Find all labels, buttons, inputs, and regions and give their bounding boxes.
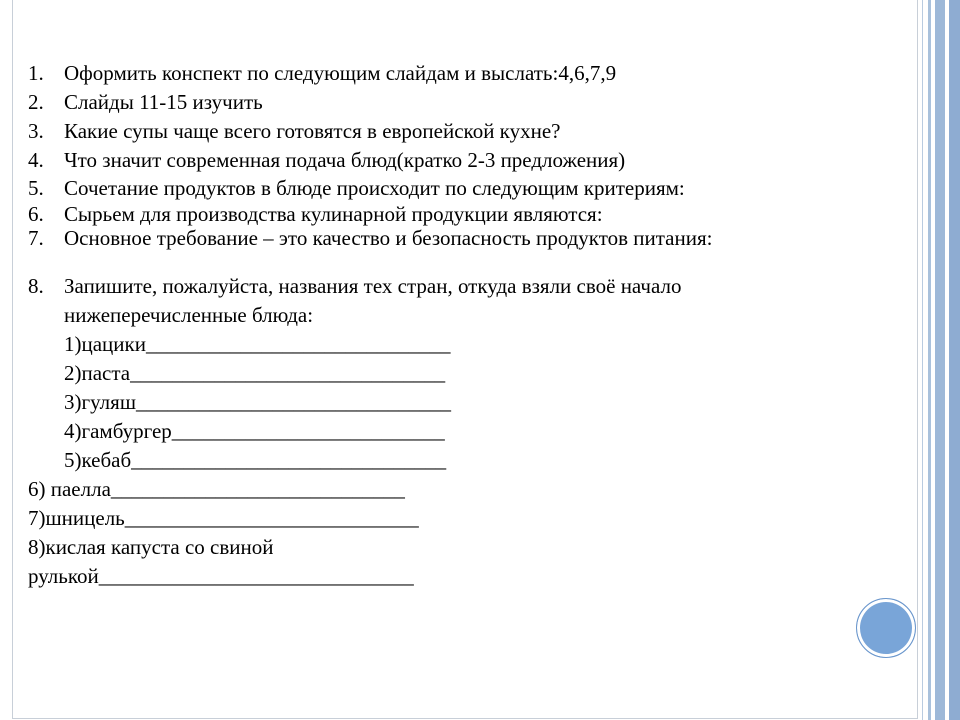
dish-line: 6) паелла____________________________ bbox=[28, 477, 405, 501]
list-item bbox=[28, 175, 748, 201]
list-item bbox=[28, 272, 748, 330]
list-item bbox=[28, 226, 748, 250]
item-text: Оформить конспект по следующим слайдам и выслать:4,6,7,9 bbox=[64, 61, 617, 85]
dish-line: рулькой______________________________ bbox=[28, 564, 414, 588]
list-item bbox=[28, 88, 748, 117]
item-number: 1. bbox=[28, 61, 44, 85]
decorative-stripes bbox=[918, 0, 960, 720]
item-text: Запишите, пожалуйста, названия тех стран, откуда взяли своё начало нижеперечисленные блюда: bbox=[64, 274, 682, 327]
dish-line: 8)кислая капуста со свиной bbox=[28, 535, 274, 559]
list-item bbox=[28, 146, 748, 175]
dish-line: 2)паста______________________________ bbox=[64, 361, 446, 385]
item-number: 2. bbox=[28, 90, 44, 114]
item-text: Сочетание продуктов в блюде происходит по следующим критериям: bbox=[64, 176, 685, 200]
dish-line: 3)гуляш______________________________ bbox=[64, 390, 451, 414]
list-item bbox=[28, 117, 748, 146]
dish-line: 4)гамбургер__________________________ bbox=[64, 419, 445, 443]
task-list bbox=[28, 59, 748, 591]
dish-line: 5)кебаб______________________________ bbox=[64, 448, 447, 472]
item-text: Что значит современная подача блюд(кратко 2-3 предложения) bbox=[64, 148, 626, 172]
item-number: 3. bbox=[28, 119, 44, 143]
list-item bbox=[28, 202, 748, 226]
item-text: Сырьем для производства кулинарной продукции являются: bbox=[64, 202, 603, 226]
item-text: Основное требование – это качество и безопасность продуктов питания: bbox=[64, 226, 713, 250]
list-item bbox=[28, 59, 748, 88]
decorative-circle bbox=[856, 598, 916, 658]
item-number: 7. bbox=[28, 226, 44, 250]
dish-line: 1)цацики_____________________________ bbox=[64, 332, 451, 356]
item-number: 5. bbox=[28, 176, 44, 200]
item-text: Слайды 11-15 изучить bbox=[64, 90, 263, 114]
item-text: Какие супы чаще всего готовятся в европейской кухне? bbox=[64, 119, 561, 143]
item-number: 6. bbox=[28, 202, 44, 226]
item-number: 8. bbox=[28, 274, 44, 298]
dish-line: 7)шницель____________________________ bbox=[28, 506, 419, 530]
item-number: 4. bbox=[28, 148, 44, 172]
